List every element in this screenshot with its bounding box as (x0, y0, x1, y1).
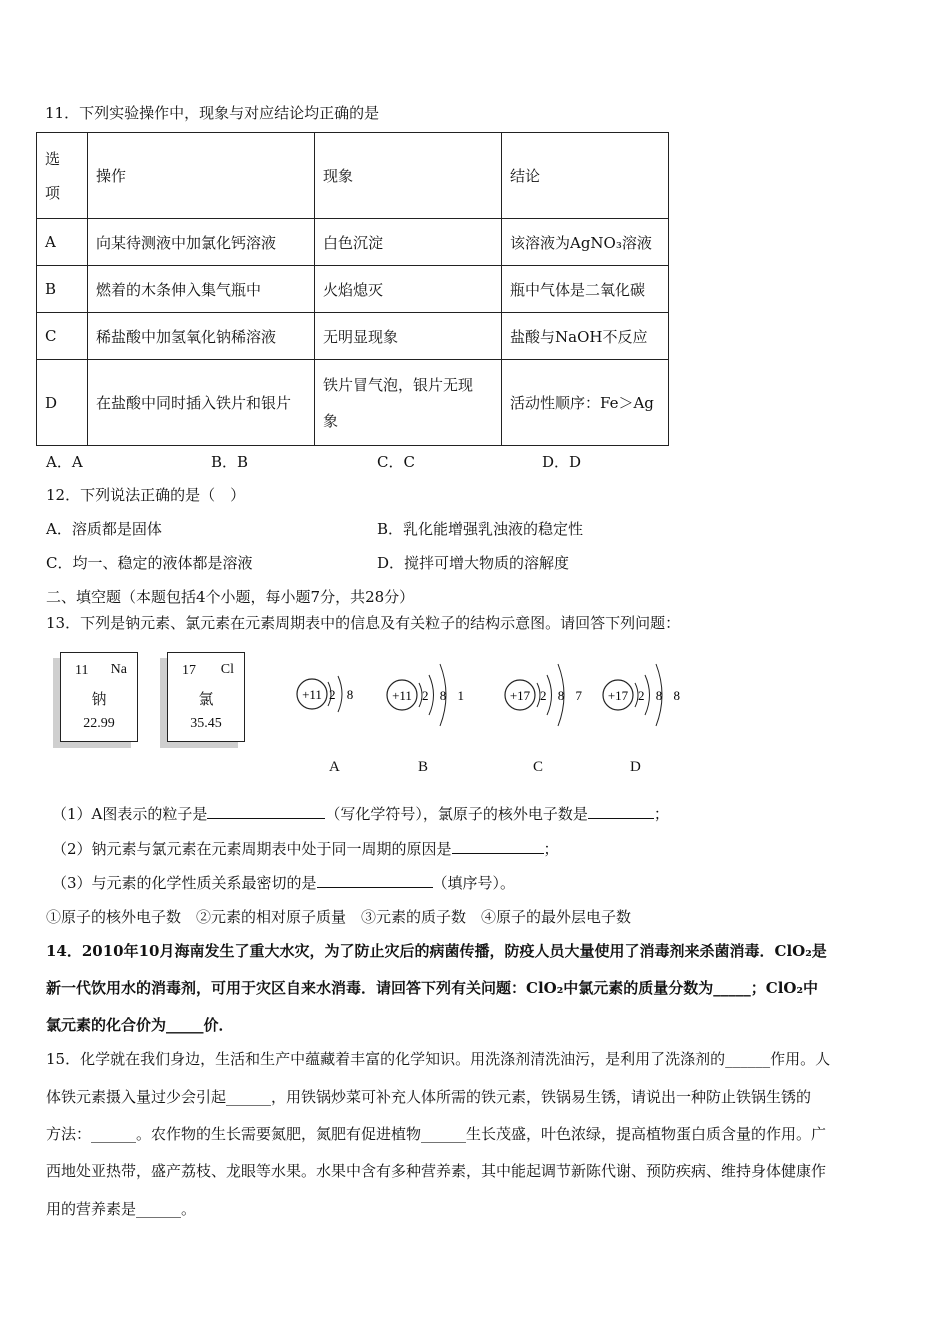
header-conclusion: 结论 (502, 133, 669, 219)
atomic-number: 11 (75, 663, 89, 678)
atomic-mass: 22.99 (83, 716, 115, 731)
row-operation: 燃着的木条伸入集气瓶中 (88, 266, 315, 313)
atom-diagram-a (288, 660, 368, 736)
answer-blank[interactable] (317, 873, 433, 888)
chlorine-element-tile (167, 652, 245, 742)
q12-choice-a[interactable]: A．溶质都是固体 (46, 520, 162, 538)
nucleus-charge: +17 (607, 688, 629, 703)
row-option: D (37, 360, 88, 446)
nucleus-charge: +11 (392, 688, 412, 703)
nucleus-charge: +17 (509, 688, 531, 703)
row-operation: 在盐酸中同时插入铁片和银片 (88, 360, 315, 446)
diagram-label-d: D (630, 759, 641, 775)
row-option: A (37, 219, 88, 266)
q13-options: ①原子的核外电子数 ②元素的相对原子质量 ③元素的质子数 ④原子的最外层电子数 (46, 908, 632, 926)
diagram-label-c: C (533, 759, 544, 775)
q14-line3: 氯元素的化合价为_____价． (46, 1016, 234, 1034)
row-conclusion: 活动性顺序：Fe＞Ag (502, 360, 669, 446)
q11-choice-d[interactable]: D．D (542, 453, 582, 471)
electron-shells: 2 8 7 (540, 688, 586, 703)
q13-stem: 13．下列是钠元素、氯元素在元素周期表中的信息及有关粒子的结构示意图。请回答下列问题： (46, 614, 681, 632)
row-option: C (37, 313, 88, 360)
header-operation: 操作 (88, 133, 315, 219)
q14-line1: 14．2010年10月海南发生了重大水灾，为了防止灾后的病菌传播，防疫人员大量使用了消毒剂来杀菌消毒．ClO₂是 (46, 942, 827, 960)
table-row (37, 313, 669, 360)
q11-choice-c[interactable]: C．C (377, 453, 415, 471)
atom-diagram-c (500, 650, 590, 742)
q12-choice-d[interactable]: D．搅拌可增大物质的溶解度 (377, 554, 570, 572)
answer-blank[interactable] (588, 804, 654, 819)
q15-line3: 方法：______。农作物的生长需要氮肥，氮肥有促进植物______生长茂盛，叶色浓绿，提高植物蛋白质含量的作用。广 (46, 1125, 827, 1143)
q12-choice-c[interactable]: C．均一、稳定的液体都是溶液 (46, 554, 253, 572)
element-symbol: Cl (220, 662, 234, 677)
table-row (37, 266, 669, 313)
row-conclusion: 该溶液为AgNO₃溶液 (502, 219, 669, 266)
row-phenomenon: 铁片冒气泡，银片无现象 (315, 360, 502, 446)
electron-shells: 2 8 8 (638, 688, 684, 703)
q15-line2: 体铁元素摄入量过少会引起______，用铁锅炒菜可补充人体所需的铁元素，铁锅易生锈，请说出一种防止铁锅生锈的 (46, 1088, 812, 1106)
header-option: 选项 (37, 133, 88, 219)
row-option: B (37, 266, 88, 313)
diagram-label-b: B (418, 759, 429, 775)
table-row (37, 360, 669, 446)
atomic-number: 17 (182, 663, 196, 678)
q11-choice-a[interactable]: A．A (46, 453, 83, 471)
row-phenomenon: 白色沉淀 (315, 219, 502, 266)
q13-part1: （1）A图表示的粒子是 （写化学符号），氯原子的核外电子数是 ； (52, 805, 669, 823)
q14-line2: 新一代饮用水的消毒剂，可用于灾区自来水消毒．请回答下列有关问题：ClO₂中氯元素的质量分数为_____；ClO₂中 (46, 979, 819, 997)
atom-diagram-d (598, 650, 688, 742)
diagram-label-a: A (329, 759, 340, 775)
q13-part3: （3）与元素的化学性质关系最密切的是 （填序号）。 (52, 874, 516, 892)
q13-part2: （2）钠元素与氯元素在元素周期表中处于同一周期的原因是 ； (52, 840, 559, 858)
row-phenomenon: 火焰熄灭 (315, 266, 502, 313)
answer-blank[interactable] (452, 839, 544, 854)
nucleus-charge: +11 (302, 687, 322, 702)
row-conclusion: 瓶中气体是二氧化碳 (502, 266, 669, 313)
row-conclusion: 盐酸与NaOH不反应 (502, 313, 669, 360)
atomic-mass: 35.45 (190, 716, 222, 731)
header-phenomenon: 现象 (315, 133, 502, 219)
atom-diagram-b (382, 650, 472, 742)
q15-line4: 西地处亚热带，盛产荔枝、龙眼等水果。水果中含有多种营养素，其中能起调节新陈代谢、预防疾病、维持身体健康作 (46, 1162, 827, 1180)
electron-shells: 2 8 (329, 687, 358, 702)
q15-line5: 用的营养素是______。 (46, 1200, 197, 1218)
answer-blank[interactable] (207, 804, 325, 819)
section-heading: 二、填空题（本题包括4个小题，每小题7分，共28分） (46, 588, 415, 606)
q12-choice-b[interactable]: B．乳化能增强乳浊液的稳定性 (377, 520, 584, 538)
row-phenomenon: 无明显现象 (315, 313, 502, 360)
electron-shells: 2 8 1 (422, 688, 468, 703)
table-header-row (37, 133, 669, 219)
sodium-element-tile (60, 652, 138, 742)
q12-stem: 12．下列说法正确的是（ ） (46, 486, 246, 504)
table-row (37, 219, 669, 266)
q11-stem: 11．下列实验操作中，现象与对应结论均正确的是 (45, 104, 380, 122)
q15-line1: 15．化学就在我们身边，生活和生产中蕴藏着丰富的化学知识。用洗涤剂清洗油污，是利用了洗涤剂的______作用。人 (46, 1050, 831, 1068)
q11-choice-b[interactable]: B．B (211, 453, 249, 471)
row-operation: 向某待测液中加氯化钙溶液 (88, 219, 315, 266)
element-name: 钠 (91, 692, 107, 708)
row-operation: 稀盐酸中加氢氧化钠稀溶液 (88, 313, 315, 360)
element-symbol: Na (110, 662, 127, 677)
element-name: 氯 (198, 692, 214, 708)
q11-table (36, 132, 669, 446)
